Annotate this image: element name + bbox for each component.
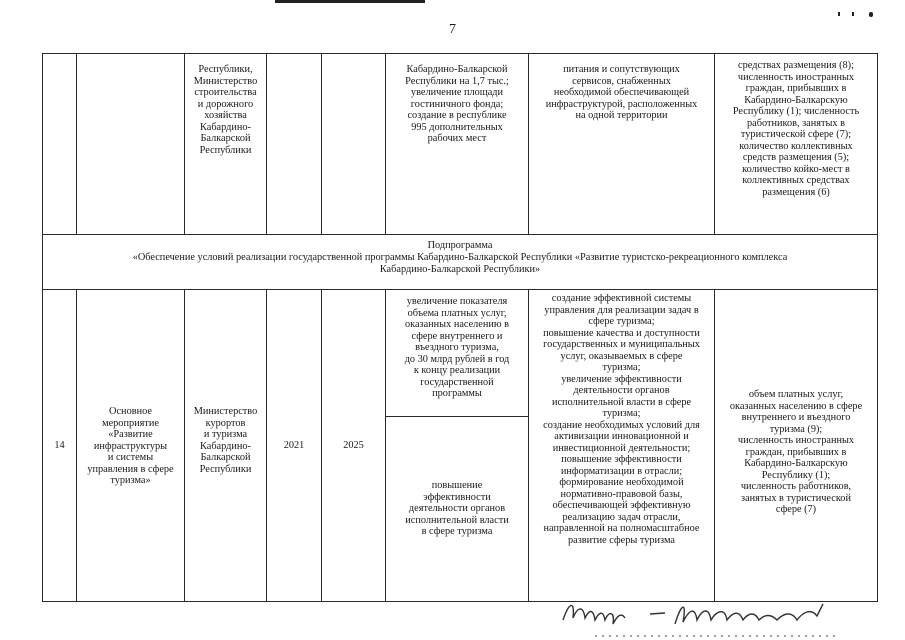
subprogram-title: Подпрограмма <box>427 240 493 251</box>
continued-row-indicators: средствах размещения (8); численность иностранных граждан, прибывших в Кабардино-Балкарскую Республику (1); численность работников, занятых в туристической сфере (7); количество коллективных средств размещения (5); количество койко-мест в коллективных средствах размещения (6) <box>732 60 860 198</box>
handwritten-signature <box>555 590 855 640</box>
continued-row-executor: Республики, Министерство строительства и дорожного хозяйства Кабардино- Балкарской Республики <box>193 64 258 156</box>
indicators-link: объем платных услуг, оказанных населению в сфере внутреннего и въездного туризма (9); численность иностранных граждан, прибывших в Кабардино-Балкарскую Республику (1); численность работников, занятых в туристической сфере (7) <box>729 389 863 515</box>
responsible-executor: Министерство курортов и туризма Кабардино- Балкарской Республики <box>193 406 258 475</box>
end-year: 2025 <box>343 440 364 451</box>
non-implementation-consequences: создание эффективной системы управления для реализации задач в сфере туризма; повышение качества и доступности государственных и муниципальных услуг, оказываемых в сфере туризма; увеличение эффективности деятельности органов исполнительной власти в сфере туризма; создание необходимых условий для активизации инновационной и инвестиционной деятельности; повышение эффективности информатизации в отрасли; формирование необходимой нормативно-правовой базы, обеспечивающей эффективную реализацию задач отрасли, направленной на полномасштабное развитие сферы туризма <box>543 293 700 546</box>
scan-mark-top <box>275 0 425 3</box>
subprogram-name: «Обеспечение условий реализации государственной программы Кабардино-Балкарской Республики «Развитие туристско-рекреационного комплекса Кабардино-Балкарской Республики» <box>132 252 788 275</box>
page-number: 7 <box>449 22 456 37</box>
row-number: 14 <box>54 440 65 451</box>
scan-mark-tick <box>838 12 840 16</box>
continued-row-result: Кабардино-Балкарской Республики на 1,7 тыс.; увеличение площади гостиничного фонда; создание в республике 995 дополнительных рабочих мест <box>405 64 509 144</box>
scan-mark-tick <box>852 12 854 16</box>
expected-result-2: повышение эффективности деятельности органов исполнительной власти в сфере туризма <box>405 480 509 537</box>
start-year: 2021 <box>283 440 305 451</box>
continued-row-consequences: питания и сопутствующих сервисов, снабженных необходимой обеспечивающей инфраструктурой, расположенных на одной территории <box>545 64 698 121</box>
measure-name: Основное мероприятие «Развитие инфраструктуры и системы управления в сфере туризма» <box>87 406 174 486</box>
scan-mark-dot <box>869 12 873 17</box>
expected-result-1: увеличение показателя объема платных услуг, оказанных населению в сфере внутреннего и въездного туризма, до 30 млрд рублей в год к концу реализации государственной программы <box>404 296 510 399</box>
